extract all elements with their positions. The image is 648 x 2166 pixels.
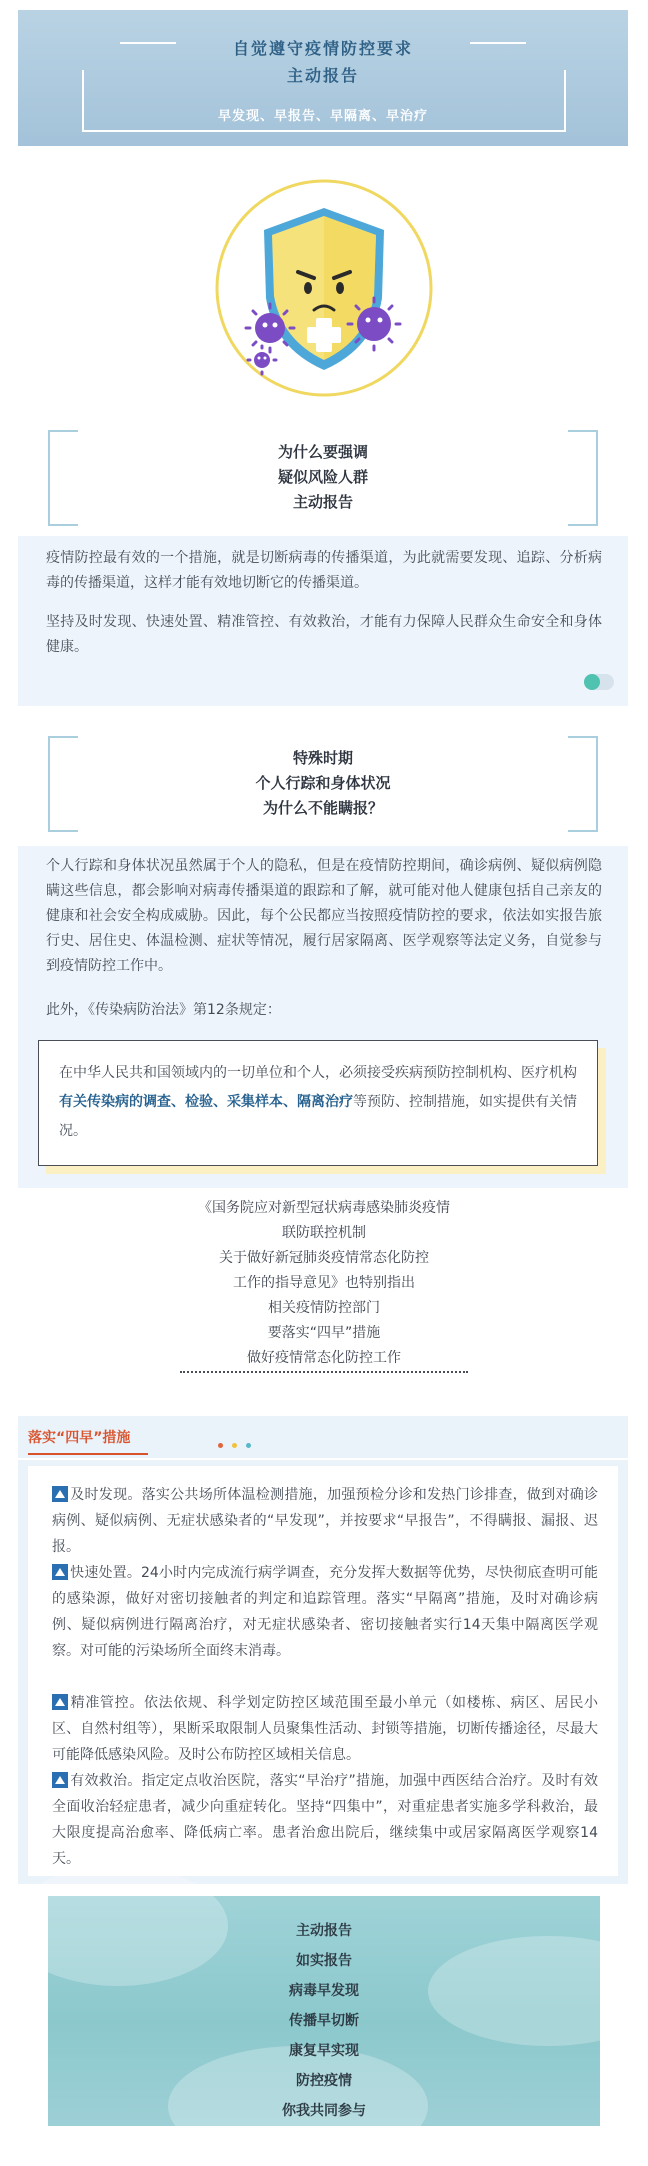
measure-text: 及时发现。落实公共场所体温检测措施，加强预检分诊和发热门诊排查，做到对确诊病例、疑似病例、无症状感染者的“早发现”，并按要求“早报告”，不得瞒报、漏报、迟报。 <box>52 1487 598 1555</box>
slogan-line: 病毒早发现 <box>289 1983 359 1999</box>
dot-icon <box>232 1443 237 1448</box>
measure-item <box>52 1768 598 1872</box>
measures-card <box>28 1466 618 1876</box>
slogan-line: 如实报告 <box>296 1953 352 1969</box>
decorative-dots <box>218 1433 260 1452</box>
measure-item <box>52 1690 598 1768</box>
section2-paragraph: 此外，《传染病防治法》第12条规定： <box>46 1002 281 1018</box>
measure-text: 有效救治。指定定点收治医院，落实“早治疗”措施，加强中西医结合治疗。及时有效全面收治轻症患者，减少向重症转化。坚持“四集中”，对重症患者实施多学科救治，最大限度提高治愈率、降低病亡率。患者治愈出院后，继续集中或居家隔离医学观察14天。 <box>52 1773 598 1867</box>
slogan-line: 防控疫情 <box>296 2073 352 2089</box>
banner-title-line1: 自觉遵守疫情防控要求 <box>232 39 413 58</box>
measure-text: 精准管控。依法依规、科学划定防控区域范围至最小单元（如楼栋、病区、居民小区、自然村组等），果断采取限制人员聚集性活动、封锁等措施，切断传播途径，尽最大可能降低感染风险。及时公布防控区域相关信息。 <box>52 1695 598 1763</box>
section1-title-line: 主动报告 <box>292 493 353 511</box>
slogan-line: 主动报告 <box>296 1923 352 1939</box>
section2-title-line: 为什么不能瞒报？ <box>262 799 383 817</box>
virus-shield-icon <box>214 178 434 398</box>
banner-title-line2: 主动报告 <box>286 66 359 85</box>
law-quote-box <box>38 1040 598 1166</box>
law-quote-emphasis: 有关传染病的调查、检验、采集样本、隔离治疗 <box>59 1094 353 1110</box>
slogan-lines <box>48 1916 600 2126</box>
banner-subtitle: 早发现、早报告、早隔离、早治疗 <box>217 109 428 124</box>
triangle-square-icon <box>52 1772 68 1788</box>
caption-line: 做好疫情常态化防控工作 <box>247 1350 401 1366</box>
caption-line: 相关疫情防控部门 <box>268 1300 380 1316</box>
slogan-line: 康复早实现 <box>289 2043 359 2059</box>
guideline-caption <box>0 1196 648 1371</box>
section2-title-line: 特殊时期 <box>292 749 353 767</box>
dotted-divider <box>180 1371 468 1373</box>
slogan-block <box>48 1896 600 2126</box>
caption-line: 关于做好新冠肺炎疫情常态化防控 <box>219 1250 429 1266</box>
section1-paragraph: 疫情防控最有效的一个措施，就是切断病毒的传播渠道，为此就需要发现、追踪、分析病毒的传播渠道，这样才能有效地切断它的传播渠道。 <box>46 550 602 591</box>
toggle-knob <box>584 674 600 690</box>
section2-paragraph: 个人行踪和身体状况虽然属于个人的隐私，但是在疫情防控期间，确诊病例、疑似病例隐瞒这些信息，都会影响对病毒传播渠道的跟踪和了解，就可能对他人健康包括自己亲友的健康和社会安全构成威胁。因此，每个公民都应当按照疫情防控的要求，依法如实报告旅行史、居住史、体温检测、症状等情况，履行居家隔离、医学观察等法定义务，自觉参与到疫情防控工作中。 <box>46 858 602 974</box>
section1-panel <box>18 536 628 706</box>
caption-line: 要落实“四早”措施 <box>267 1325 381 1341</box>
section1-title-line: 为什么要强调 <box>277 443 368 461</box>
measures-tab-header <box>18 1416 628 1458</box>
section1-paragraph: 坚持及时发现、快速处置、精准管控、有效救治，才能有力保障人民群众生命安全和身体健康。 <box>46 614 602 655</box>
triangle-square-icon <box>52 1694 68 1710</box>
section2-title-line: 个人行踪和身体状况 <box>255 774 391 792</box>
measures-panel <box>18 1460 628 1884</box>
section2-title <box>48 736 598 832</box>
section1-title <box>48 430 598 526</box>
dot-icon <box>246 1443 251 1448</box>
triangle-square-icon <box>52 1564 68 1580</box>
measures-tab-label: 落实“四早”措施 <box>28 1430 131 1446</box>
measure-text: 快速处置。24小时内完成流行病学调查，充分发挥大数据等优势，尽快彻底查明可能的感染源，做好对密切接触者的判定和追踪管理。落实“早隔离”措施，及时对确诊病例、疑似病例进行隔离治疗，对无症状感染者、密切接触者实行14天集中隔离医学观察。对可能的污染场所全面终末消毒。 <box>52 1565 598 1659</box>
toggle-switch[interactable] <box>584 674 614 690</box>
caption-line: 联防联控机制 <box>282 1225 366 1241</box>
slogan-line: 传播早切断 <box>289 2013 359 2029</box>
law-quote-part2: 等预防、控制措施，如实提供有关情况。 <box>59 1094 577 1139</box>
triangle-square-icon <box>52 1486 68 1502</box>
dot-icon <box>218 1443 223 1448</box>
caption-line: 工作的指导意见》也特别指出 <box>233 1275 415 1291</box>
header-banner <box>18 10 628 146</box>
law-quote-text <box>59 1059 579 1146</box>
caption-line: 《国务院应对新型冠状病毒感染肺炎疫情 <box>198 1200 450 1216</box>
section1-title-line: 疑似风险人群 <box>277 468 368 486</box>
measures-tab-underline <box>28 1453 148 1455</box>
measure-item <box>52 1482 598 1560</box>
law-quote-part1: 在中华人民共和国领域内的一切单位和个人，必须接受疾病预防控制机构、医疗机构 <box>59 1065 577 1081</box>
measure-item <box>52 1560 598 1664</box>
slogan-line: 你我共同参与 <box>282 2103 366 2119</box>
